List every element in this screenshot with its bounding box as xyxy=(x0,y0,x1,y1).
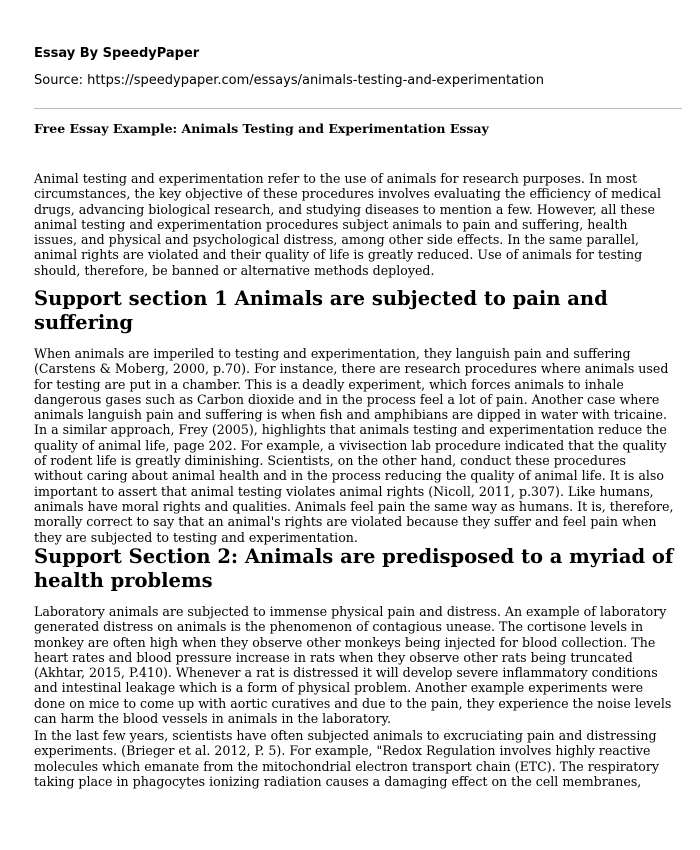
divider xyxy=(34,108,682,109)
source-url[interactable]: Source: https://speedypaper.com/essays/animals-testing-and-experimentation xyxy=(34,73,544,88)
essay-title: Free Essay Example: Animals Testing and Experimentation Essay xyxy=(34,121,489,136)
site-label: Essay By SpeedyPaper xyxy=(34,46,200,61)
section-1-heading: Support section 1 Animals are subjected to pain and suffering xyxy=(34,287,608,334)
section-2-heading: Support Section 2: Animals are predisposed to a myriad of health problems xyxy=(34,545,674,592)
section-1-paragraph: When animals are imperiled to testing and experimentation, they languish pain and suffering (Carstens & Moberg, 2000, p.70). For instance, there are research procedures where animals used for testing are put in a chamber. This is a deadly experiment, which forces animals to inhale dangerous gases such as Carbon dioxide and in the process feel a lot of pain. Another case where animals languish pain and suffering is when fish and amphibians are dipped in water with tricaine. In a similar approach, Frey (2005), highlights that animals testing and experimentation reduce the quality of animal life, page 202. For example, a vivisection lab procedure indicated that the quality of rodent life is greatly diminishing. Scientists, on the other hand, conduct these procedures without caring about animal health and in the process reducing the quality of animal life. It is also important to assert that animal testing violates animal rights (Nicoll, 2011, p.307). Like humans, animals have moral rights and qualities. Animals feel pain the same way as humans. It is, therefore, morally correct to say that an animal's rights are violated because they suffer and feel pain when they are subjected to testing and experimentation. xyxy=(34,346,674,545)
section-2-paragraph-2: In the last few years, scientists have often subjected animals to excruciating pain and distressing experiments. (Brieger et al. 2012, P. 5). For example, "Redox Regulation involves highly reactive molecules which emanate from the mitochondrial electron transport chain (ETC). The respiratory taking place in phagocytes ionizing radiation causes a damaging effect on the cell membranes, xyxy=(34,728,660,789)
section-2-paragraph-1: Laboratory animals are subjected to immense physical pain and distress. An example of laboratory generated distress on animals is the phenomenon of contagious unease. The cortisone levels in monkey are often high when they observe other monkeys being injected for blood collection. The heart rates and blood pressure increase in rats when they observe other rats being truncated (Akhtar, 2015, P.410). Whenever a rat is distressed it will develop severe inflammatory conditions and intestinal leakage which is a form of physical problem. Another example experiments were done on mice to come up with aortic curatives and due to the pain, they experience the noise levels can harm the blood vessels in animals in the laboratory. xyxy=(34,604,672,727)
intro-paragraph: Animal testing and experimentation refer to the use of animals for research purposes. In most circumstances, the key objective of these procedures involves evaluating the efficiency of medical drugs, advancing biological research, and studying diseases to mention a few. However, all these animal testing and experimentation procedures subject animals to pain and suffering, health issues, and physical and psychological distress, among other side effects. In the same parallel, animal rights are violated and their quality of life is greatly reduced. Use of animals for testing should, therefore, be banned or alternative methods deployed. xyxy=(34,171,662,278)
